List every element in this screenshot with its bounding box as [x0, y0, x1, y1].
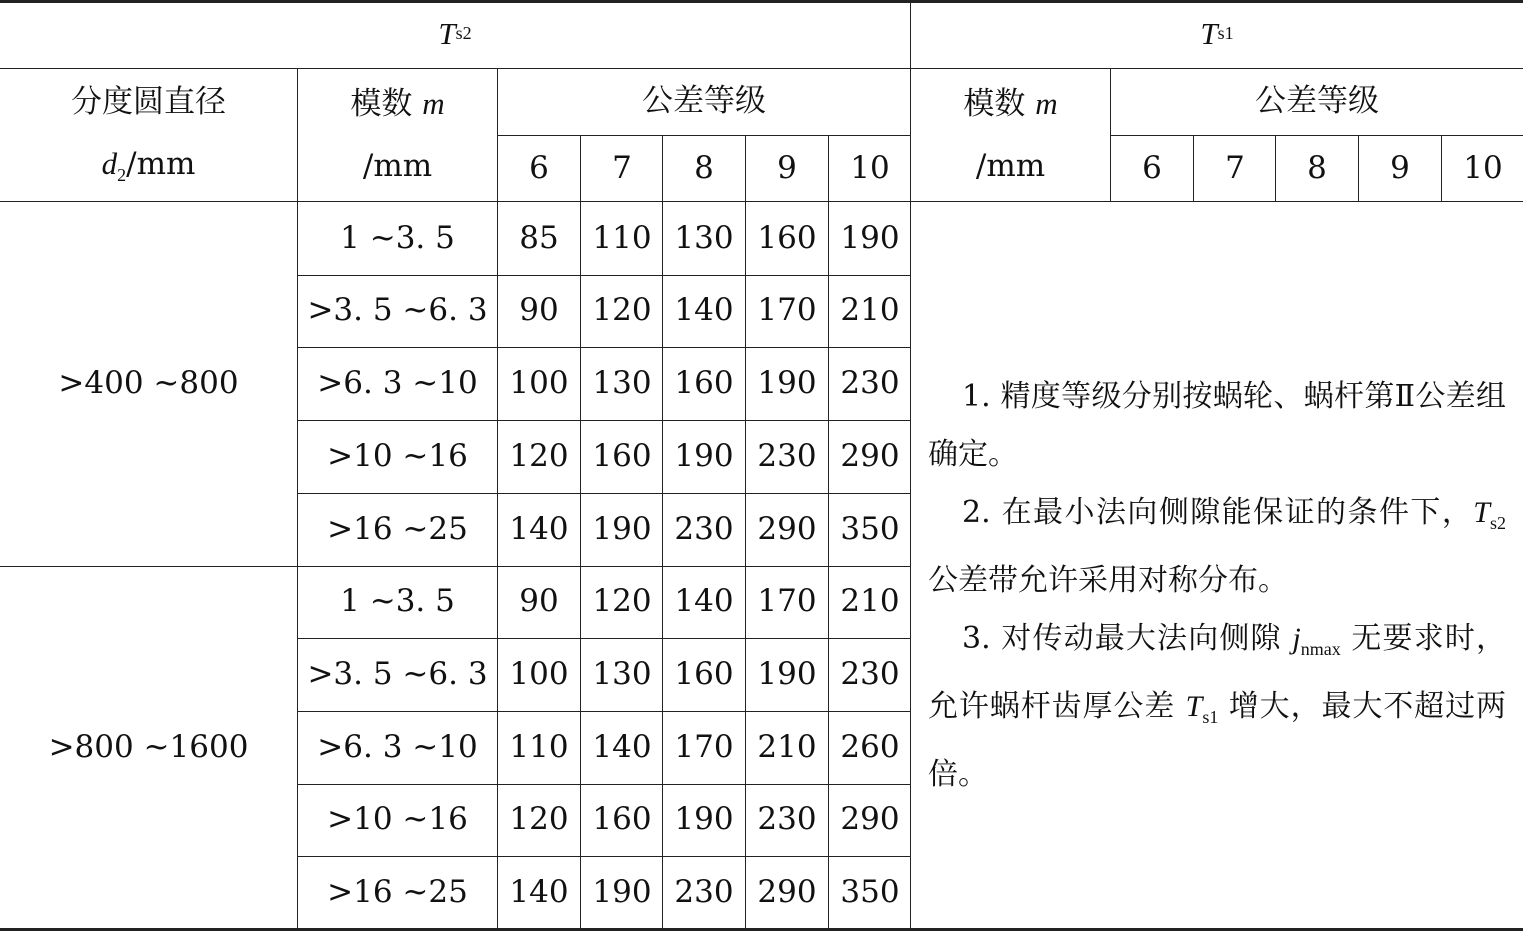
tolerance-value-cell: 290 [840, 801, 900, 838]
grade-7-right: 7 [1225, 149, 1245, 186]
note-2-symbol: T [1473, 496, 1490, 529]
module-label: 模数 [350, 86, 413, 123]
note-3-text-c: 增大，最大不超过两倍。 [928, 689, 1506, 792]
note-2-text-b: 公差带允许采用对称分布。 [928, 563, 1288, 598]
diameter-unit: /mm [126, 145, 196, 182]
tolerance-value-cell: 160 [592, 801, 652, 838]
module-var: m [1035, 86, 1058, 122]
tolerance-value-cell: 290 [757, 510, 817, 547]
tolerance-value-cell: 100 [509, 365, 569, 402]
diameter-header [0, 69, 297, 201]
note-3-text-b: 无要求时，允许蜗杆齿厚公差 [928, 621, 1506, 724]
grade-8-left: 8 [694, 149, 714, 186]
tolerance-value-cell: 110 [592, 219, 652, 256]
tolerance-value-cell: 130 [592, 365, 652, 402]
module-range-cell: >16 ~25 [327, 510, 468, 547]
tolerance-value-cell: 290 [757, 874, 817, 911]
diameter-var: d [101, 145, 118, 181]
module-header-right [911, 69, 1110, 201]
module-range-cell: 1 ~3. 5 [340, 583, 455, 620]
module-header-label [350, 85, 444, 123]
tolerance-value-cell: 130 [674, 219, 734, 256]
module-var: m [422, 86, 445, 122]
module-range-cell: >16 ~25 [327, 874, 468, 911]
ts1-subscript: s1 [1217, 23, 1234, 44]
ts1-symbol: T [1200, 16, 1218, 52]
note-2-subscript: s2 [1489, 513, 1506, 533]
diameter-header-label: 分度圆直径 [71, 83, 226, 120]
tolerance-value-cell: 140 [674, 583, 734, 620]
diameter-range-cell: >800 ~1600 [48, 728, 249, 765]
tolerance-value-cell: 190 [592, 510, 652, 547]
module-label: 模数 [963, 86, 1026, 123]
note-3 [928, 610, 1506, 804]
note-2-text-a: 2. 在最小法向侧隙能保证的条件下， [962, 495, 1474, 530]
note-3-subscript-2: s1 [1202, 707, 1219, 727]
ts2-symbol: T [438, 16, 456, 52]
tolerance-value-cell: 90 [519, 583, 559, 620]
tolerance-value-cell: 90 [519, 292, 559, 329]
tolerance-value-cell: 230 [840, 655, 900, 692]
tolerance-value-cell: 140 [592, 728, 652, 765]
tolerance-value-cell: 140 [509, 510, 569, 547]
diameter-header-unit [102, 145, 196, 187]
tolerance-value-cell: 160 [592, 437, 652, 474]
tolerance-value-cell: 120 [509, 437, 569, 474]
diameter-range-cell: >400 ~800 [58, 365, 239, 402]
tolerance-value-cell: 170 [757, 292, 817, 329]
tolerance-value-cell: 120 [592, 583, 652, 620]
tolerance-value-cell: 85 [519, 219, 559, 256]
tolerance-value-cell: 260 [840, 728, 900, 765]
grade-6-left: 6 [529, 149, 549, 186]
tolerance-value-cell: 190 [840, 219, 900, 256]
grade-10-right: 10 [1463, 149, 1503, 186]
tolerance-value-cell: 170 [757, 583, 817, 620]
grade-9-left: 9 [777, 149, 797, 186]
tolerance-value-cell: 140 [509, 874, 569, 911]
tolerance-value-cell: 190 [674, 801, 734, 838]
tolerance-value-cell: 230 [840, 365, 900, 402]
grade-10-left: 10 [850, 149, 890, 186]
tolerance-value-cell: 230 [757, 801, 817, 838]
grade-header-right: 公差等级 [1255, 83, 1379, 120]
module-range-cell: 1 ~3. 5 [340, 219, 455, 256]
tolerance-value-cell: 190 [757, 655, 817, 692]
tolerance-value-cell: 210 [757, 728, 817, 765]
grade-7-left: 7 [612, 149, 632, 186]
diameter-sub: 2 [117, 164, 127, 185]
grade-9-right: 9 [1390, 149, 1410, 186]
grade-6-right: 6 [1142, 149, 1162, 186]
grade-header-left: 公差等级 [642, 83, 766, 120]
ts2-heading [0, 0, 910, 68]
module-header-left [298, 69, 497, 201]
note-3-text-a: 3. 对传动最大法向侧隙 [962, 621, 1293, 656]
module-range-cell: >6. 3 ~10 [317, 728, 478, 765]
tolerance-value-cell: 210 [840, 292, 900, 329]
note-3-subscript: nmax [1300, 639, 1341, 659]
tolerance-value-cell: 350 [840, 510, 900, 547]
tolerance-value-cell: 160 [674, 655, 734, 692]
tolerance-value-cell: 100 [509, 655, 569, 692]
module-unit: /mm [975, 147, 1046, 184]
module-range-cell: >3. 5 ~6. 3 [307, 655, 488, 692]
notes-block [928, 368, 1506, 804]
module-range-cell: >3. 5 ~6. 3 [307, 292, 488, 329]
tolerance-value-cell: 290 [840, 437, 900, 474]
module-unit: /mm [362, 147, 433, 184]
tolerance-value-cell: 230 [674, 874, 734, 911]
tolerance-value-cell: 230 [757, 437, 817, 474]
tolerance-value-cell: 110 [509, 728, 569, 765]
tolerance-value-cell: 350 [840, 874, 900, 911]
module-range-cell: >10 ~16 [327, 801, 468, 838]
module-header-label-right [963, 85, 1057, 123]
tolerance-value-cell: 160 [674, 365, 734, 402]
tolerance-value-cell: 210 [840, 583, 900, 620]
ts1-heading [911, 0, 1523, 68]
note-1: 1. 精度等级分别按蜗轮、蜗杆第Ⅱ公差组确定。 [928, 379, 1506, 472]
tolerance-value-cell: 160 [757, 219, 817, 256]
tolerance-value-cell: 130 [592, 655, 652, 692]
note-3-symbol: j [1292, 622, 1301, 655]
module-range-cell: >10 ~16 [327, 437, 468, 474]
tolerance-value-cell: 120 [509, 801, 569, 838]
tolerance-value-cell: 230 [674, 510, 734, 547]
ts2-subscript: s2 [455, 23, 472, 44]
grade-8-right: 8 [1307, 149, 1327, 186]
tolerance-value-cell: 120 [592, 292, 652, 329]
tolerance-value-cell: 170 [674, 728, 734, 765]
tolerance-value-cell: 140 [674, 292, 734, 329]
module-range-cell: >6. 3 ~10 [317, 365, 478, 402]
note-3-symbol-2: T [1185, 690, 1203, 723]
note-2 [928, 484, 1506, 610]
tolerance-value-cell: 190 [757, 365, 817, 402]
tolerance-value-cell: 190 [674, 437, 734, 474]
tolerance-value-cell: 190 [592, 874, 652, 911]
